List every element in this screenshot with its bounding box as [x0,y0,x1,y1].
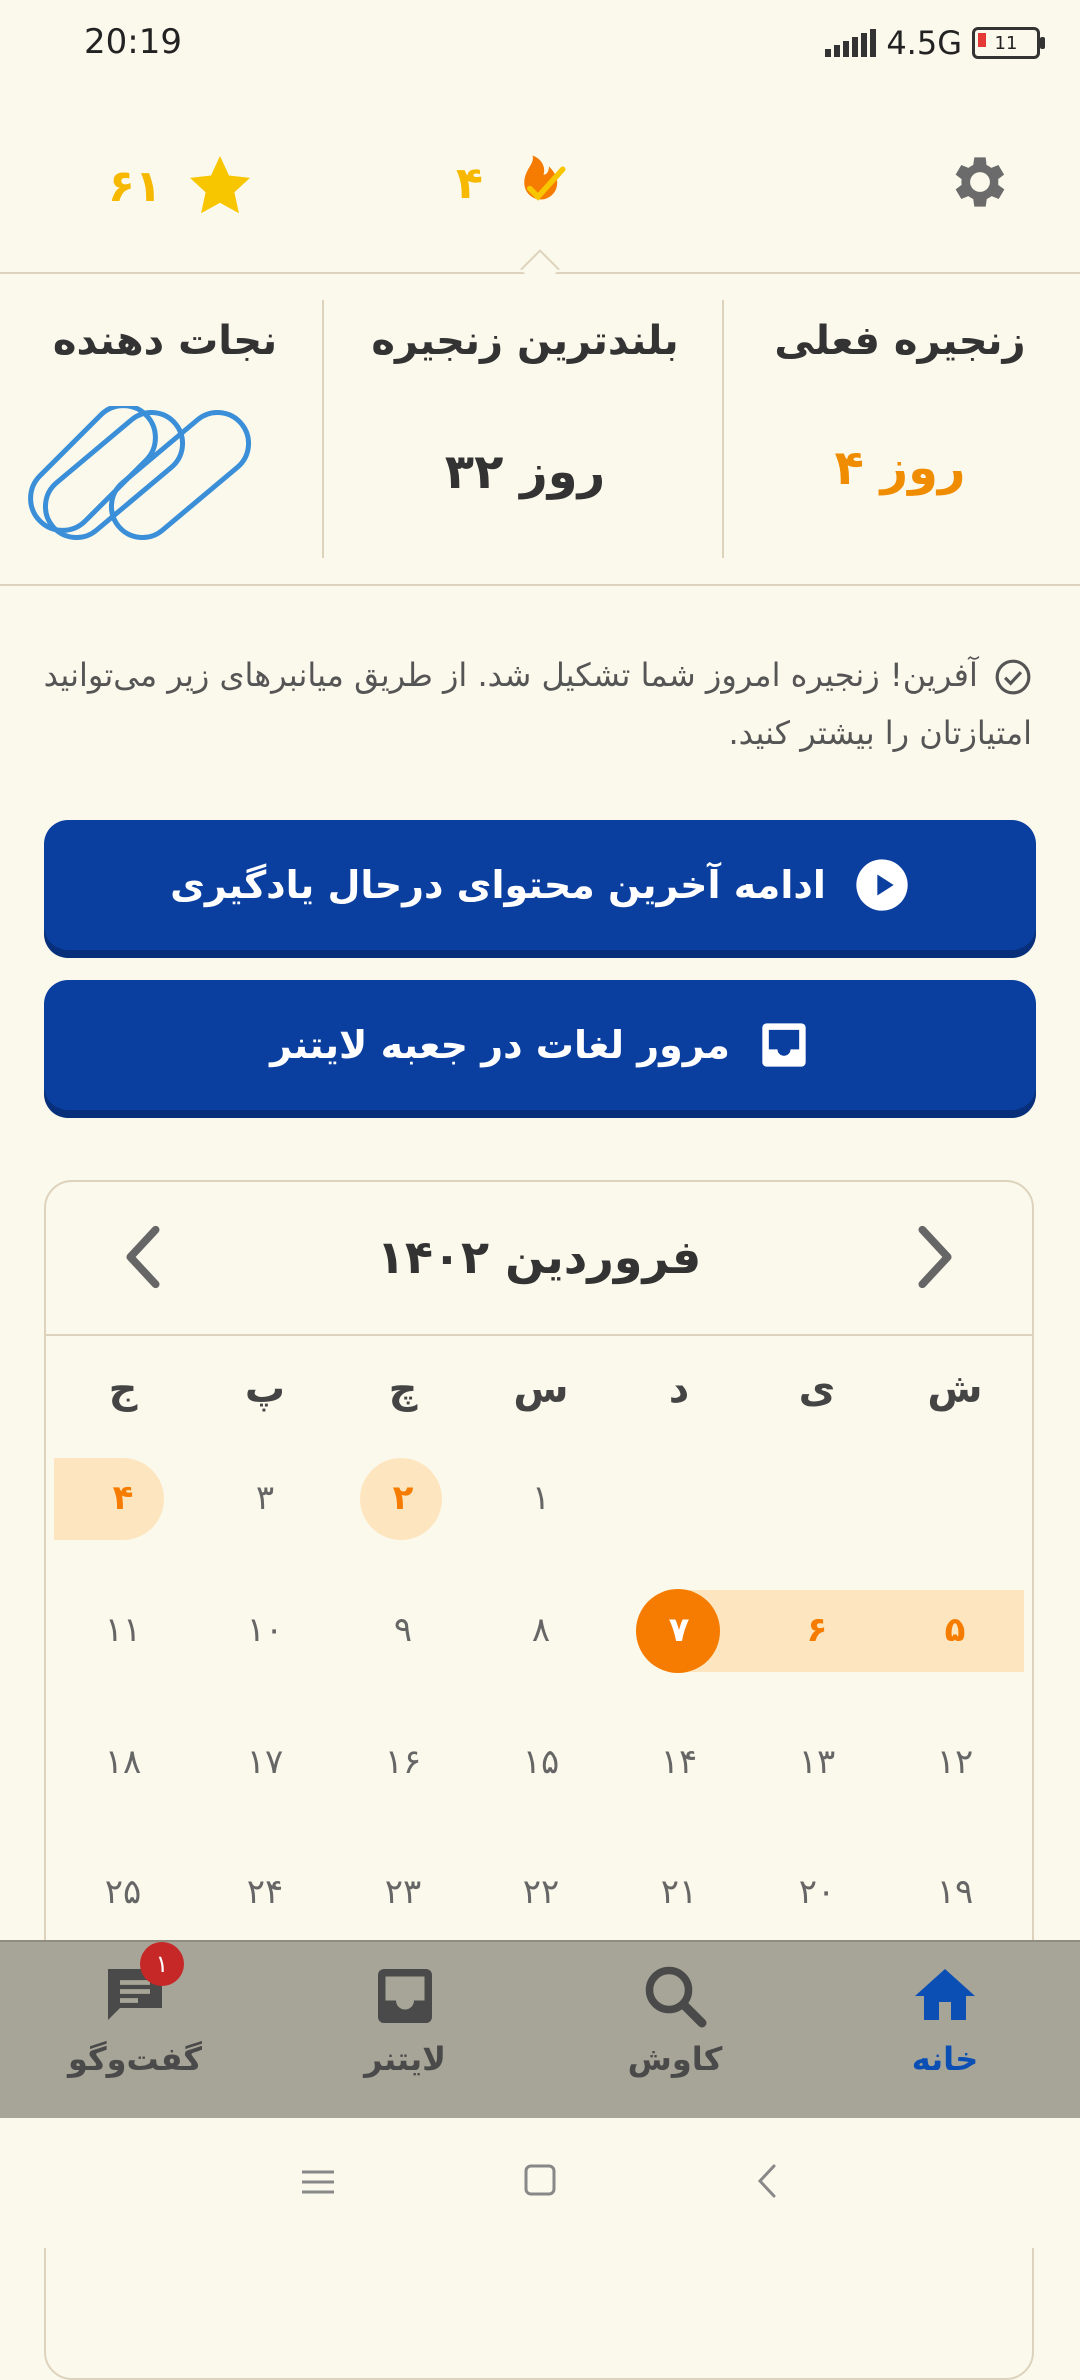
rescuer-title: نجات دهنده [52,318,278,364]
stars-value: ۶۱ [108,160,162,212]
rescuer-icon[interactable] [28,406,298,542]
chat-badge: ۱ [140,1942,184,1986]
calendar-day[interactable]: ۴ [112,1478,134,1518]
calendar-day[interactable]: ۱۱ [104,1610,142,1650]
nav-chat[interactable] [0,1960,270,2078]
calendar-day[interactable]: ۱ [531,1478,551,1518]
search-icon [639,1960,711,2032]
current-streak-value: ۴ روز [834,440,966,496]
calendar-day[interactable]: ۶ [806,1610,828,1650]
panel-notch [520,249,560,289]
calendar-month-title: فروردین ۱۴۰۲ [376,1230,702,1284]
weekday-label: چ [388,1366,418,1412]
check-circle-icon [994,658,1032,696]
divider [722,300,724,558]
status-indicators [825,24,1040,62]
calendar-day[interactable]: ۸ [531,1610,551,1650]
calendar-day[interactable]: ۲ [392,1478,414,1518]
inbox-icon [758,1019,810,1071]
calendar-day[interactable]: ۱۵ [522,1742,560,1782]
battery-icon [972,27,1040,59]
calendar-day[interactable]: ۱۷ [246,1742,284,1782]
calendar-day[interactable]: ۲۰ [798,1872,836,1912]
calendar-day[interactable]: ۱۳ [798,1742,836,1782]
star-icon [182,150,258,222]
calendar-header [46,1180,1032,1334]
chevron-right-icon[interactable] [914,1222,958,1292]
review-leitner-label: مرور لغات در جعبه لایتنر [270,1023,730,1067]
nav-leitner[interactable] [270,1960,540,2078]
calendar-day[interactable]: ۱۴ [660,1742,698,1782]
gear-icon[interactable] [946,148,1014,216]
streak-value: ۴ [456,157,483,209]
home-icon [909,1960,981,2032]
battery-level: 11 [994,32,1018,54]
divider [322,300,324,558]
calendar-day[interactable]: ۲۱ [660,1872,698,1912]
continue-learning-label: ادامه آخرین محتوای درحال یادگیری [170,863,826,907]
calendar-day[interactable]: ۱۹ [936,1872,974,1912]
calendar-day-today[interactable]: ۷ [668,1610,690,1650]
play-circle-icon [854,857,910,913]
continue-learning-button[interactable] [44,820,1036,950]
calendar-day[interactable]: ۱۲ [936,1742,974,1782]
weekday-label: د [668,1366,690,1412]
calendar-day[interactable]: ۲۵ [104,1872,142,1912]
menu-icon[interactable] [298,2166,338,2198]
weekday-label: ش [927,1366,983,1412]
review-leitner-button[interactable] [44,980,1036,1110]
back-icon[interactable] [752,2162,782,2200]
weekday-label: س [513,1366,569,1412]
nav-chat-label: گفت‌وگو [67,2040,203,2078]
weekday-label: پ [244,1366,286,1412]
calendar-day[interactable]: ۳ [255,1478,275,1518]
nav-explore[interactable] [540,1960,810,2078]
calendar-day[interactable]: ۱۶ [384,1742,422,1782]
calendar-day[interactable]: ۲۲ [522,1872,560,1912]
home-square-icon[interactable] [522,2162,558,2198]
calendar-divider [46,1334,1032,1336]
nav-home-label: خانه [911,2040,979,2078]
nav-home[interactable] [810,1960,1080,2078]
current-streak-title: زنجیره فعلی [774,318,1026,364]
status-time: 20:19 [84,22,182,62]
calendar-day[interactable]: ۱۸ [104,1742,142,1782]
panel-bottom-border [0,584,1080,586]
flame-check-icon [503,150,573,216]
inbox-icon [369,1960,441,2032]
longest-streak-value: ۳۲ روز [444,444,606,500]
longest-streak-title: بلندترین زنجیره [371,318,679,364]
streak-counter[interactable] [456,150,573,216]
calendar-day[interactable]: ۵ [944,1610,966,1650]
chevron-left-icon[interactable] [120,1222,164,1292]
weekday-label: ی [798,1366,836,1412]
calendar-day[interactable]: ۱۰ [246,1610,284,1650]
nav-leitner-label: لایتنر [364,2040,446,2078]
nav-explore-label: کاوش [627,2040,723,2078]
calendar-day[interactable]: ۲۳ [384,1872,422,1912]
network-type: 4.5G [886,24,962,62]
stars-counter[interactable] [108,150,258,222]
signal-icon [825,29,876,57]
calendar-day[interactable]: ۲۴ [246,1872,284,1912]
streak-message [42,646,1032,762]
streak-message-text: آفرین! زنجیره امروز شما تشکیل شد. از طریق میانبرهای زیر می‌توانید امتیازتان را بیشتر کنید. [43,656,1032,752]
weekday-label: ج [108,1366,138,1412]
calendar-day[interactable]: ۹ [393,1610,413,1650]
